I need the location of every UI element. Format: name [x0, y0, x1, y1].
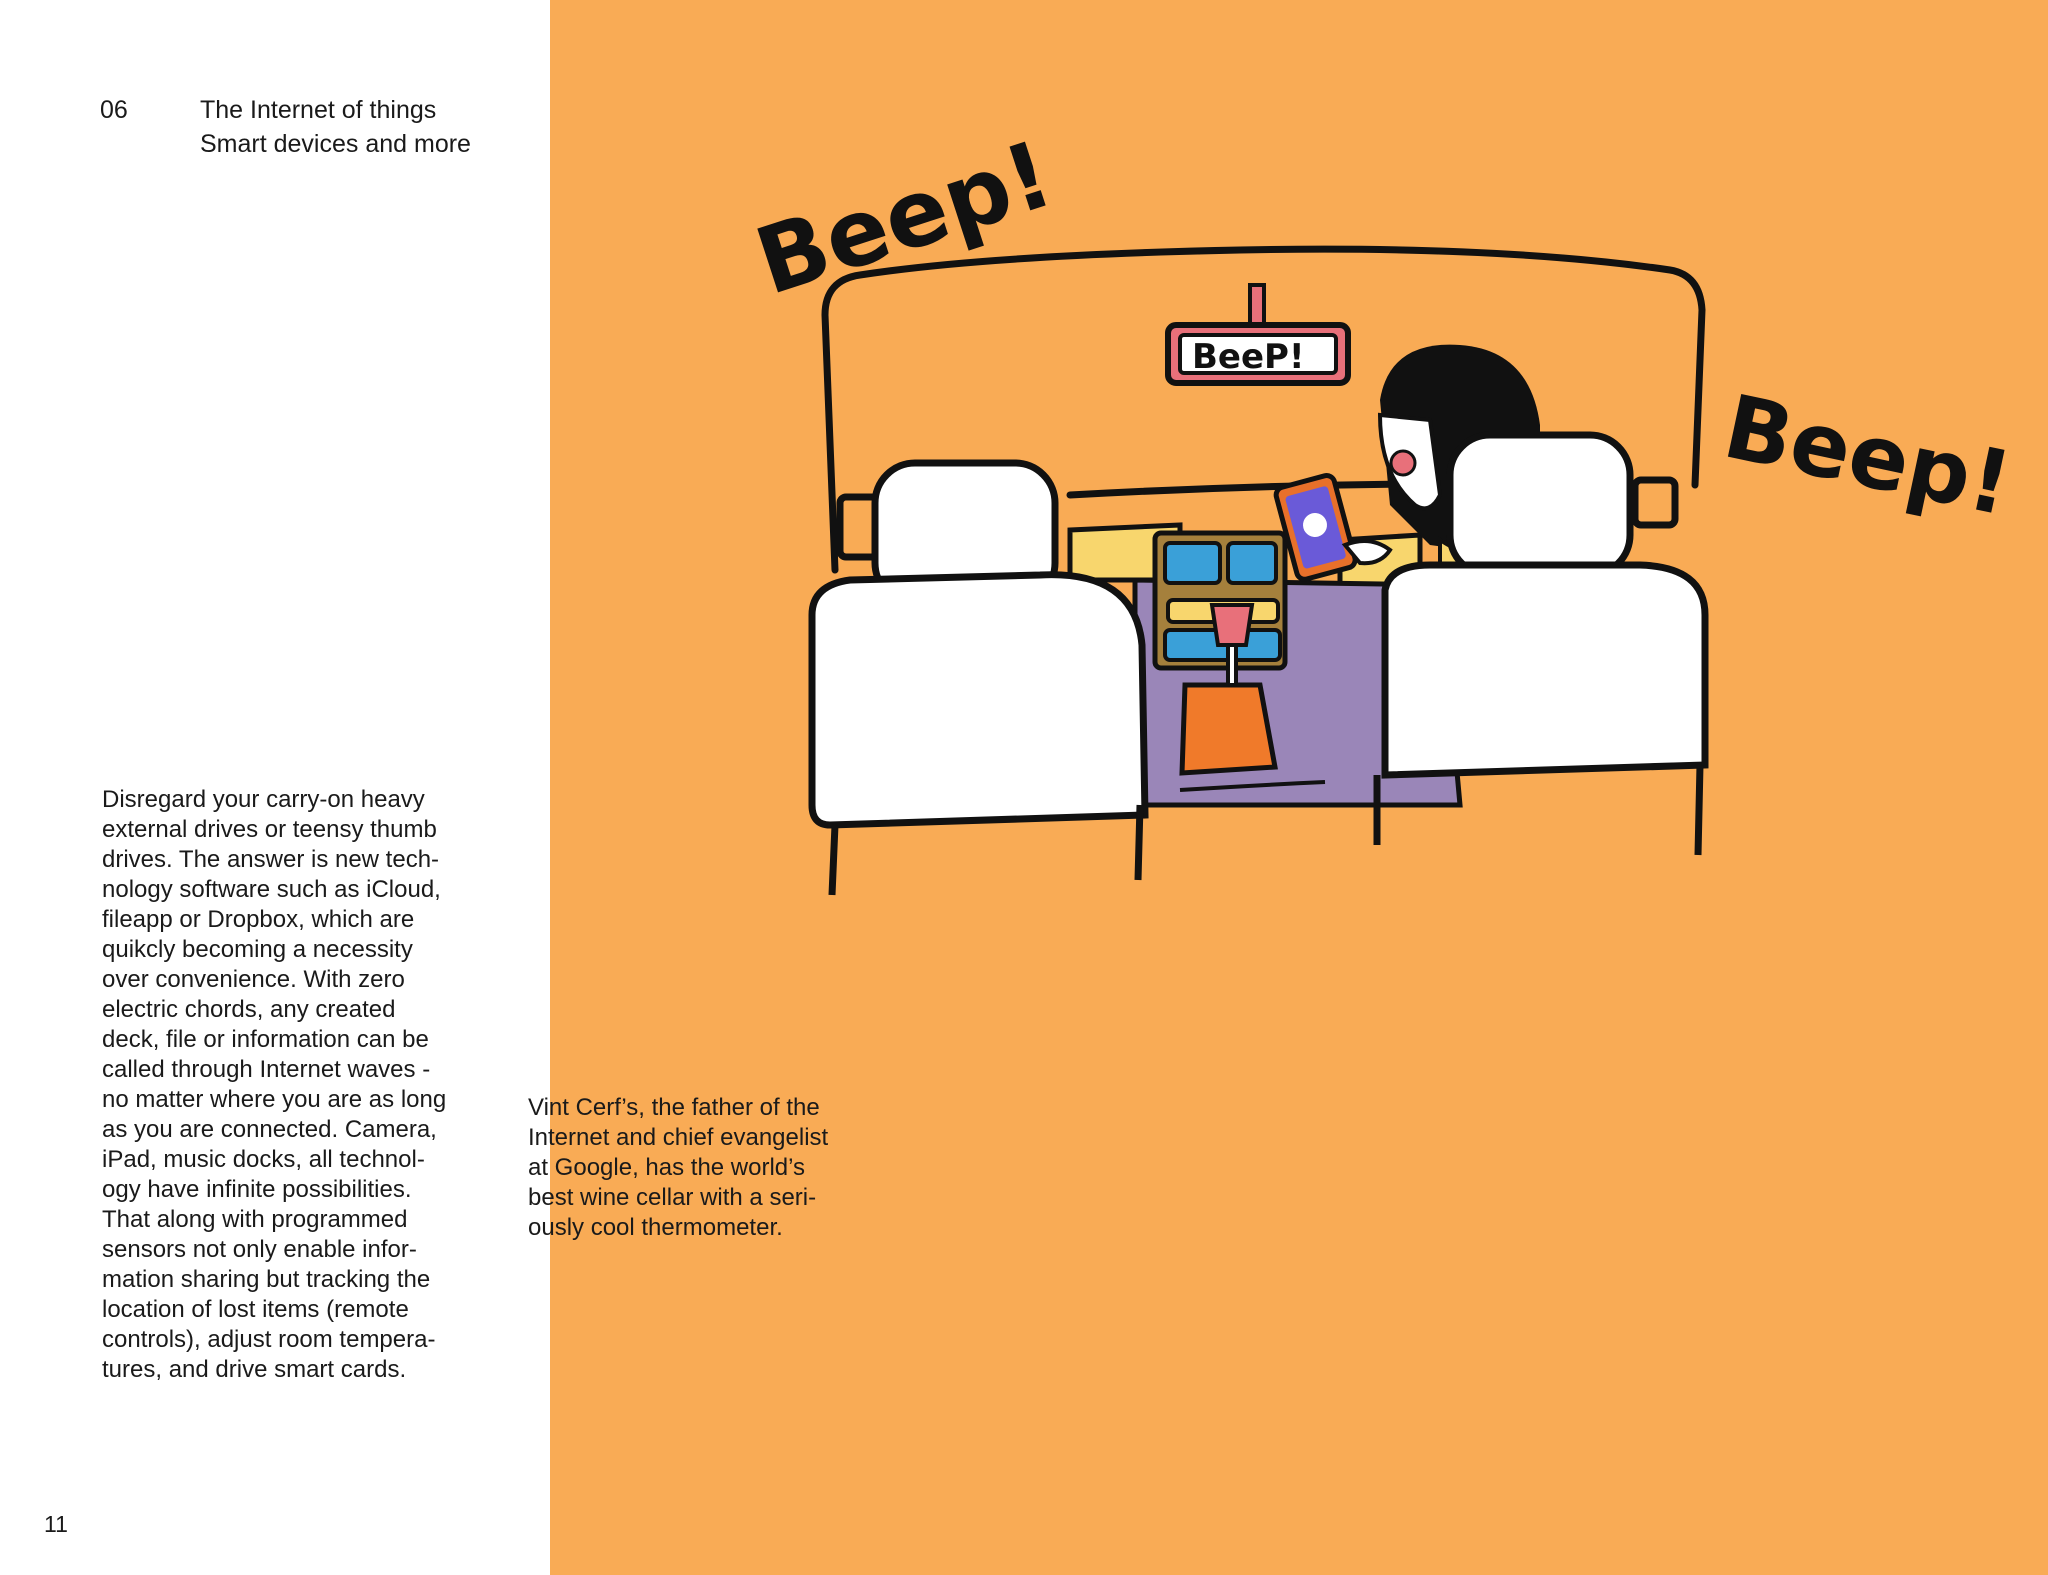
body-line: sensors not only enable infor- [102, 1236, 417, 1263]
body-line: That along with programmed [102, 1206, 408, 1233]
body-line: fileapp or Dropbox, which are [102, 906, 415, 933]
body-line: iPad, music docks, all technol- [102, 1146, 425, 1173]
beep-mirror-text: BeeP! [1192, 337, 1305, 377]
body-line: as you are connected. Camera, [102, 1116, 437, 1143]
body-line: controls), adjust room tempera- [102, 1326, 436, 1353]
body-line: external drives or teensy thumb [102, 816, 437, 843]
body-line: location of lost items (remote [102, 1296, 409, 1323]
caption-line: Vint Cerf’s, the father of the [528, 1094, 820, 1121]
body-line: nology software such as iCloud, [102, 876, 441, 903]
gear-base [1182, 685, 1275, 773]
caption-line: best wine cellar with a seri- [528, 1184, 817, 1211]
body-line: deck, file or information can be [102, 1026, 429, 1053]
body-line: mation sharing but tracking the [102, 1266, 431, 1293]
beep-right-text: Beep! [1715, 374, 2021, 536]
right-seat [1385, 565, 1705, 775]
caption-line: ously cool thermometer. [528, 1214, 783, 1241]
body-line: no matter where you are as long [102, 1086, 447, 1113]
body-line: Disregard your carry-on heavy [102, 786, 425, 813]
gear-knob [1212, 605, 1252, 645]
right-mirror-mount [1635, 480, 1675, 525]
chapter-subtitle-line: Smart devices and more [200, 130, 471, 158]
left-seat [812, 575, 1145, 825]
driver-cheek [1391, 451, 1415, 475]
body-line: tures, and drive smart cards. [102, 1356, 407, 1383]
illustration-caption [528, 1093, 868, 1243]
chapter-title-line: The Internet of things [200, 96, 437, 124]
body-paragraph [102, 785, 482, 1385]
body-line: called through Internet waves - [102, 1056, 431, 1083]
body-line: quikcly becoming a necessity [102, 936, 413, 963]
page-number: 11 [44, 1511, 68, 1537]
car-interior-illustration [740, 85, 2021, 915]
body-line: drives. The answer is new tech- [102, 846, 440, 873]
caption-line: at Google, has the world’s [528, 1154, 806, 1181]
chapter-title [200, 93, 471, 161]
chapter-number: 06 [100, 96, 128, 124]
body-line: electric chords, any created [102, 996, 396, 1023]
caption-line: Internet and chief evangelist [528, 1124, 829, 1151]
mirror-stem [1250, 285, 1264, 325]
beep-left-text: Beep! [743, 120, 1065, 316]
right-headrest [1450, 435, 1630, 575]
body-line: over convenience. With zero [102, 966, 405, 993]
body-line: ogy have infinite possibilities. [102, 1176, 412, 1203]
